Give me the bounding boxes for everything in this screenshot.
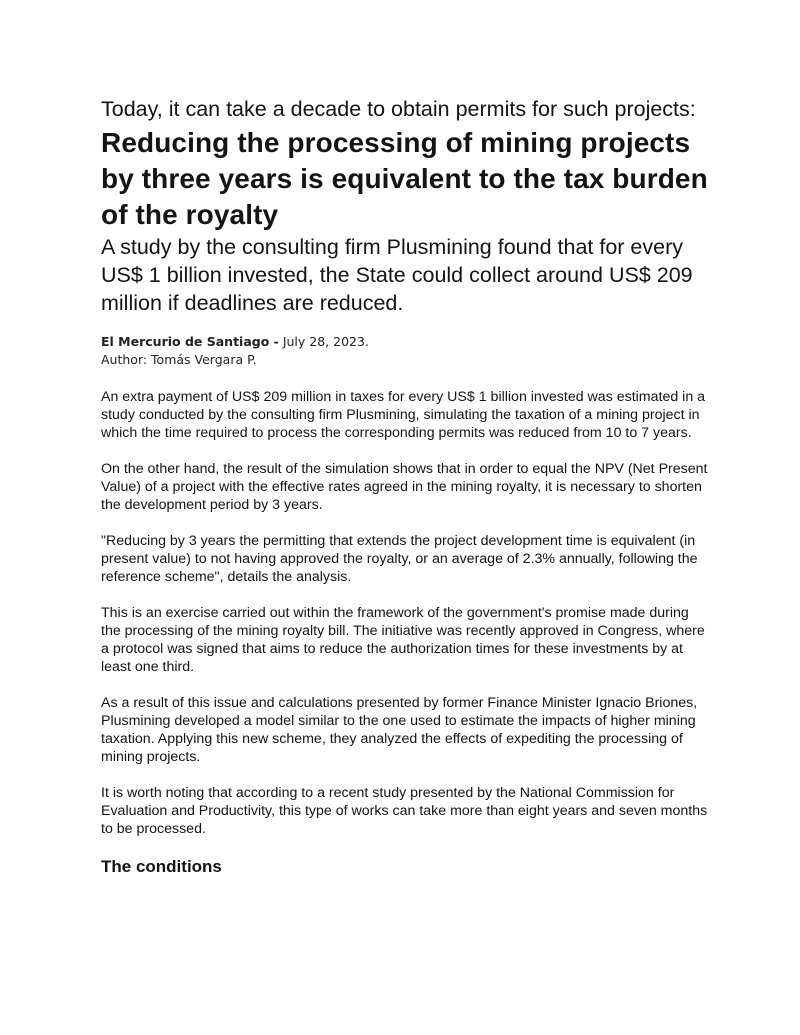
body-paragraph: On the other hand, the result of the simulation shows that in order to equal the NPV (Net Present Value) of a project with the effective rates agreed in the mining royalty, it is necessary to shorten the development period by 3 years. (101, 461, 708, 513)
body-paragraph: This is an exercise carried out within the framework of the government's promise made during the processing of the mining royalty bill. The initiative was recently approved in Congress, where a protocol was signed that aims to reduce the authorization times for these investments by at least one third. (101, 605, 705, 675)
section-title: The conditions (101, 857, 222, 876)
source-line (101, 333, 711, 351)
article-kicker: Today, it can take a decade to obtain permits for such projects: (101, 97, 696, 121)
body-paragraph: As a result of this issue and calculations presented by former Finance Minister Ignacio Briones, Plusmining developed a model similar to the one used to estimate the impacts of higher mining taxation. Applying this new scheme, they analyzed the effects of expediting the processing of mining projects. (101, 695, 698, 765)
article-meta (101, 333, 711, 369)
author-line: Author: Tomás Vergara P. (101, 352, 257, 367)
body-paragraph: "Reducing by 3 years the permitting that extends the project development time is equivalent (in present value) to not having approved the royalty, or an average of 2.3% annually, following the reference scheme", details the analysis. (101, 533, 698, 585)
publish-date: July 28, 2023. (282, 334, 369, 349)
body-paragraph: It is worth noting that according to a recent study presented by the National Commission for Evaluation and Productivity, this type of works can take more than eight years and seven months to be processed. (101, 785, 708, 837)
body-paragraph: An extra payment of US$ 209 million in taxes for every US$ 1 billion invested was estimated in a study conducted by the consulting firm Plusmining, simulating the taxation of a mining project in which the time required to process the corresponding permits was reduced from 10 to 7 years. (101, 389, 706, 441)
source-name: El Mercurio de Santiago - (101, 334, 279, 349)
article (101, 96, 711, 878)
article-body (101, 388, 711, 838)
article-subhead: A study by the consulting firm Plusmining found that for every US$ 1 billion invested, the State could collect around US$ 209 million if deadlines are reduced. (101, 235, 693, 315)
article-headline: Reducing the processing of mining projects by three years is equivalent to the tax burden of the royalty (101, 127, 708, 230)
